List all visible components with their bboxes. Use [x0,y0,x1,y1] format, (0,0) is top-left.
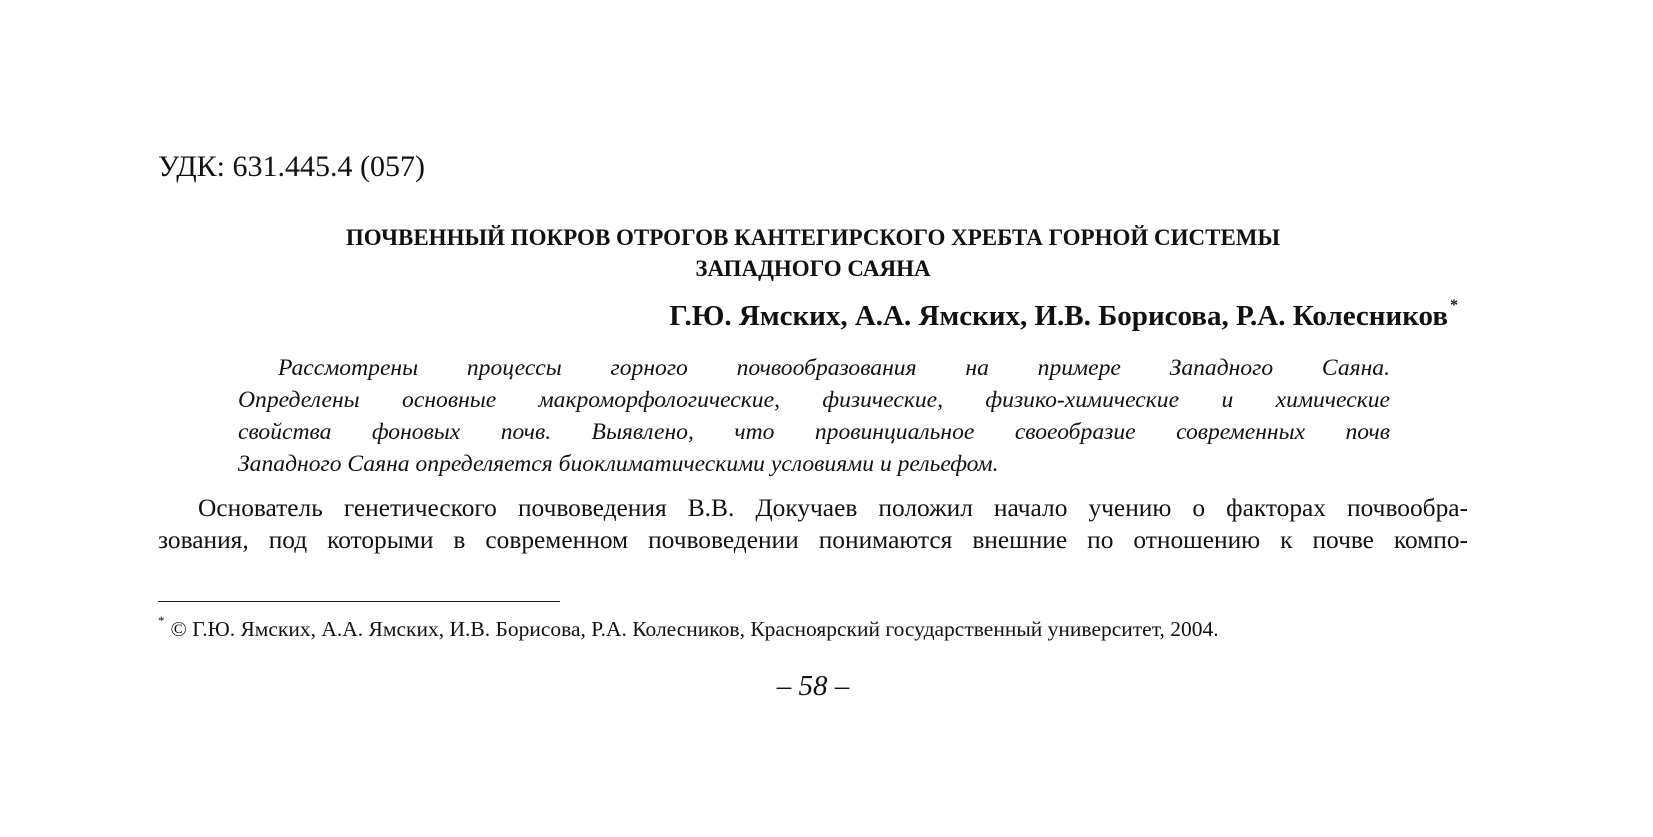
authors [669,297,1458,333]
abstract-line: Рассмотрены процессы горного почвообразования на примере Западного Саяна. [278,355,1390,381]
abstract-line: Определены основные макроморфологические, физические, физико-химические и химические [238,387,1390,413]
body-line: зования, под которыми в современном почвоведении понимаются внешние по отношению к почве компо- [158,526,1468,554]
authors-names: Г.Ю. Ямских, А.А. Ямских, И.В. Борисова, Р.А. Колесников [669,300,1448,332]
body-line: Основатель генетического почвоведения В.В. Докучаев положил начало учению о факторах почвообра- [198,494,1468,522]
authors-footnote-mark: * [1450,297,1458,315]
udk-code: УДК: 631.445.4 (057) [158,150,425,183]
page-number: – 58 – [776,670,850,702]
abstract-line: свойства фоновых почв. Выявлено, что провинциальное своеобразие современных почв [238,419,1390,445]
article-title-line-2: ЗАПАДНОГО САЯНА [695,256,931,281]
abstract-line: Западного Саяна определяется биоклиматическими условиями и рельефом. [238,451,999,477]
abstract [238,352,1390,480]
footnote-mark: * [158,613,165,628]
article-title [158,222,1468,284]
body-paragraph [158,492,1468,556]
footnote [158,613,1219,642]
article-title-line-1: ПОЧВЕННЫЙ ПОКРОВ ОТРОГОВ КАНТЕГИРСКОГО ХРЕБТА ГОРНОЙ СИСТЕМЫ [345,225,1281,250]
footnote-separator [158,601,560,602]
footnote-text: © Г.Ю. Ямских, А.А. Ямских, И.В. Борисова, Р.А. Колесников, Красноярский государственный университет, 2004. [170,617,1219,642]
